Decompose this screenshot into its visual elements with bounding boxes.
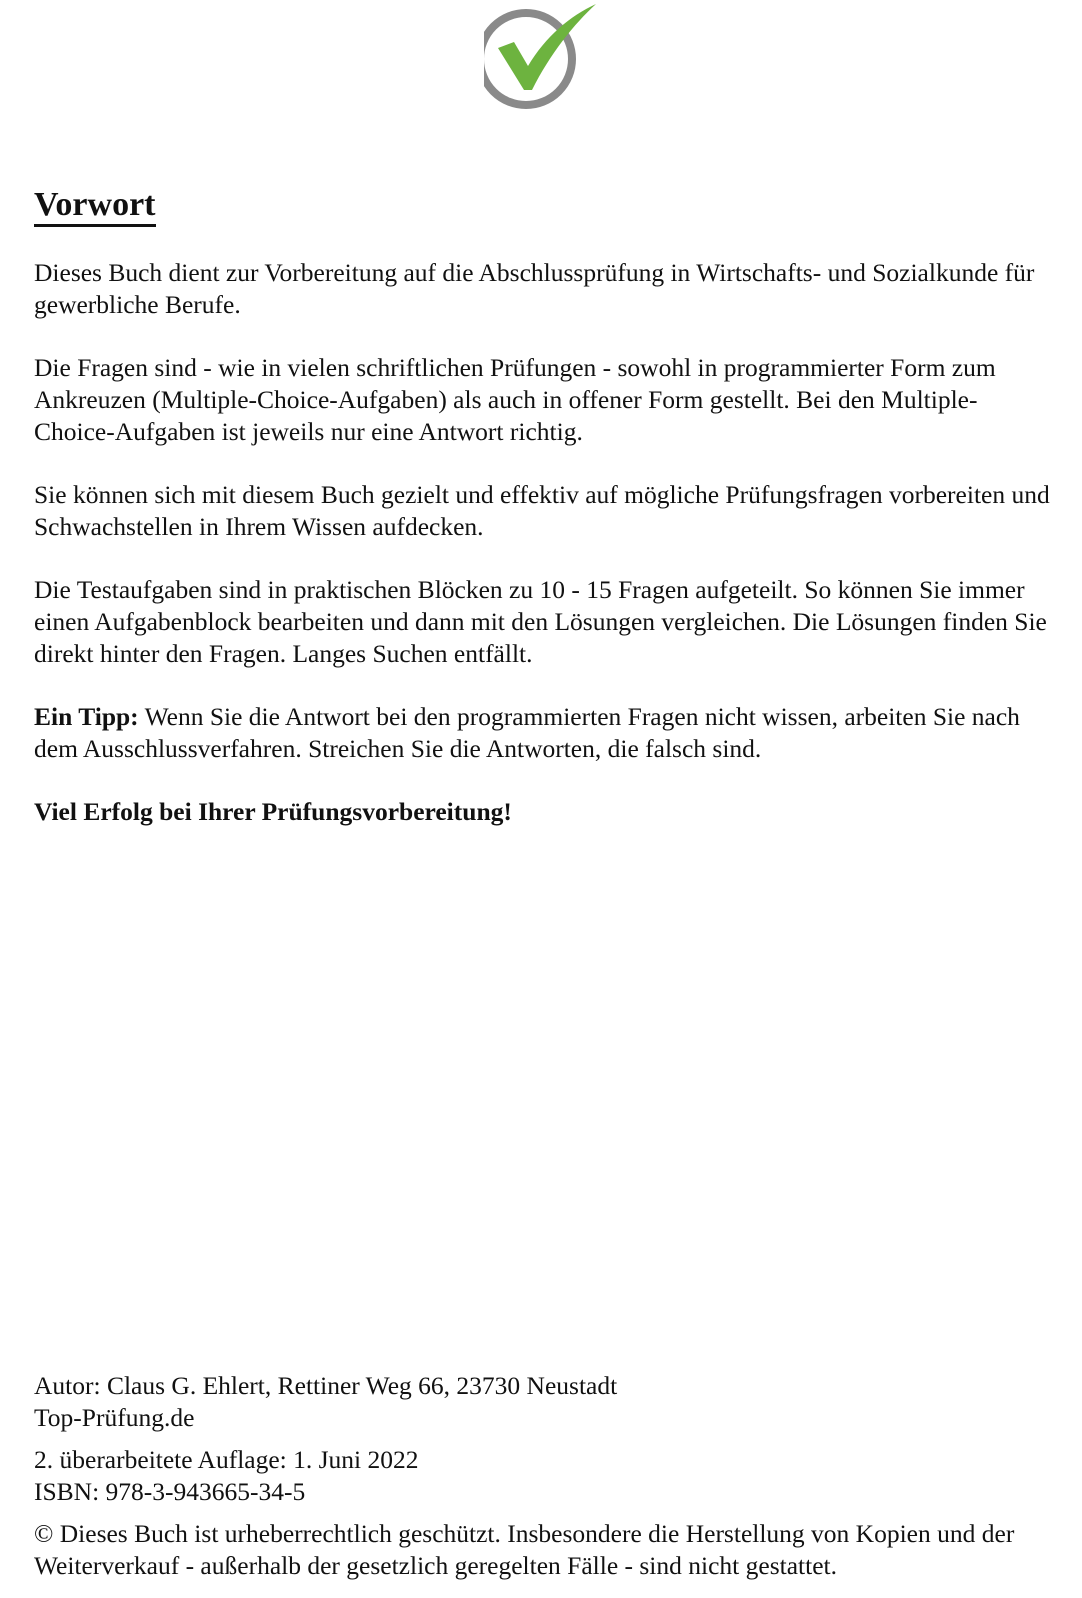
tip-label: Ein Tipp:	[34, 702, 139, 731]
closing-line: Viel Erfolg bei Ihrer Prüfungsvorbereitung!	[34, 797, 512, 826]
logo-ring	[484, 13, 572, 105]
isbn-line: ISBN: 978-3-943665-34-5	[34, 1477, 306, 1506]
paragraph-preparation: Sie können sich mit diesem Buch gezielt und effektiv auf mögliche Prüfungsfragen vorbereiten und Schwachstellen in Ihrem Wissen aufdecken.	[34, 480, 1050, 541]
page-title: Vorwort	[34, 186, 156, 227]
copyright-line: © Dieses Buch ist urheberrechtlich geschützt. Insbesondere die Herstellung von Kopien und der Weiterverkauf - außerhalb der gesetzlich geregelten Fälle - sind nicht gestattet.	[34, 1519, 1015, 1580]
paragraph-intro: Dieses Buch dient zur Vorbereitung auf die Abschlussprüfung in Wirtschafts- und Sozialkunde für gewerbliche Berufe.	[34, 258, 1035, 319]
author-line: Autor: Claus G. Ehlert, Rettiner Weg 66, 23730 Neustadt	[34, 1371, 618, 1400]
paragraph-question-format: Die Fragen sind - wie in vielen schriftlichen Prüfungen - sowohl in programmierter Form zum Ankreuzen (Multiple-Choice-Aufgaben) als auch in offener Form gestellt. Bei den Multiple-Choice-Aufgaben ist jeweils nur eine Antwort richtig.	[34, 353, 996, 446]
tip-text: Wenn Sie die Antwort bei den programmierten Fragen nicht wissen, arbeiten Sie nach dem Ausschlussverfahren. Streichen Sie die Antworten, die falsch sind.	[34, 702, 1020, 763]
copyright-block	[34, 1518, 1054, 1582]
website-line: Top-Prüfung.de	[34, 1403, 195, 1432]
checkmark-icon	[484, 2, 614, 116]
preface-content	[34, 186, 1054, 828]
edition-line: 2. überarbeitete Auflage: 1. Juni 2022	[34, 1445, 419, 1474]
imprint-footer	[34, 1370, 1054, 1592]
tip-paragraph	[34, 701, 1054, 765]
paragraph-test-blocks: Die Testaufgaben sind in praktischen Blöcken zu 10 - 15 Fragen aufgeteilt. So können Sie immer einen Aufgabenblock bearbeiten und dann mit den Lösungen vergleichen. Die Lösungen finden Sie direkt hinter den Fragen. Langes Suchen entfällt.	[34, 575, 1047, 668]
author-block	[34, 1370, 1054, 1434]
edition-block	[34, 1444, 1054, 1508]
checkmark-logo-graphic	[484, 2, 614, 116]
